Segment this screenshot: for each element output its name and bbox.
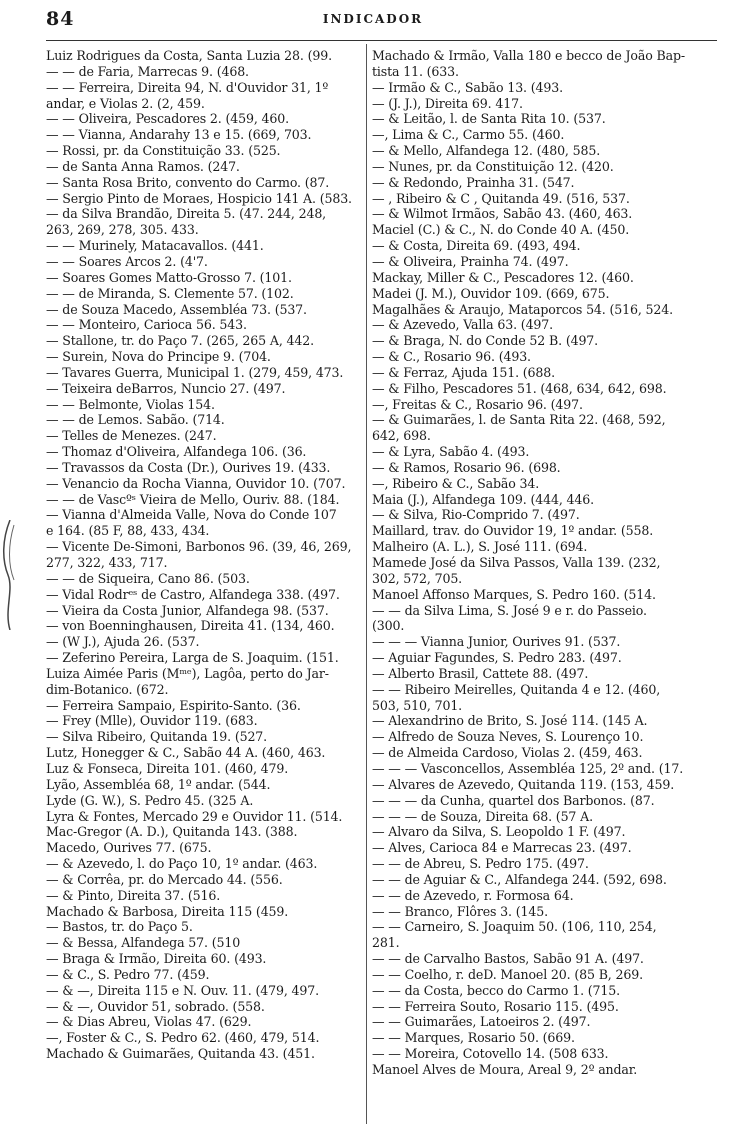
directory-entry: Maciel (C.) & C., N. do Conde 40 A. (450. [372, 222, 630, 238]
directory-entry: — Zeferino Pereira, Larga de S. Joaquim. (151. [46, 650, 339, 666]
directory-entry: — — Marques, Rosario 50. (669. [372, 1030, 575, 1046]
directory-entry: e 164. (85 F, 88, 433, 434. [46, 523, 210, 539]
directory-entry: — Thomaz d'Oliveira, Alfandega 106. (36. [46, 444, 307, 460]
directory-entry: — Stallone, tr. do Paço 7. (265, 265 A, 442. [46, 333, 314, 349]
directory-entry: Maia (J.), Alfandega 109. (444, 446. [372, 491, 594, 507]
directory-entry: — Teixeira deBarros, Nuncio 27. (497. [46, 380, 286, 396]
directory-entry: Luz & Fonseca, Direita 101. (460, 479. [46, 760, 289, 776]
directory-entry: Madei (J. M.), Ouvidor 109. (669, 675. [372, 285, 610, 301]
directory-entry: — & Dias Abreu, Violas 47. (629. [46, 1014, 252, 1030]
directory-entry: — Santa Rosa Brito, convento do Carmo. (87. [46, 174, 330, 190]
directory-entry: 302, 572, 705. [372, 570, 463, 586]
directory-entry: Mamede José da Silva Passos, Valla 139. (232, [372, 555, 661, 570]
directory-entry: Lyra & Fontes, Mercado 29 e Ouvidor 11. (514. [46, 808, 343, 824]
directory-entry: — Aguiar Fagundes, S. Pedro 283. (497. [372, 650, 622, 666]
directory-entry: — & Pinto, Direita 37. (516. [46, 887, 221, 903]
directory-entry: (300. [372, 618, 405, 634]
directory-entry: Lutz, Honegger & C., Sabão 44 A. (460, 463. [46, 745, 326, 761]
directory-entry: 277, 322, 433, 717. [46, 555, 168, 570]
column-divider [366, 44, 367, 1124]
directory-entry: Maillard, trav. do Ouvidor 19, 1º andar. (558. [372, 523, 654, 539]
directory-entry: — Alfredo de Souza Neves, S. Lourenço 10. [372, 729, 644, 745]
directory-entry: — — Moreira, Cotovello 14. (508 633. [372, 1046, 609, 1062]
directory-entry: — & Oliveira, Prainha 74. (497. [372, 253, 569, 269]
directory-entry: — & Wilmot Irmãos, Sabão 43. (460, 463. [372, 206, 633, 222]
directory-entry: — Rossi, pr. da Constituição 33. (525. [46, 143, 281, 159]
directory-entry: — & Corrêa, pr. do Mercado 44. (556. [46, 871, 283, 887]
directory-entry: — Silva Ribeiro, Quitanda 19. (527. [46, 729, 268, 745]
directory-entry: 281. [372, 935, 400, 951]
directory-entry: — & Costa, Direita 69. (493, 494. [372, 238, 581, 254]
directory-entry: dim-Botanico. (672. [46, 681, 169, 697]
directory-entry: — — Ferreira Souto, Rosario 115. (495. [372, 998, 619, 1014]
directory-entry: — & C., S. Pedro 77. (459. [46, 966, 210, 982]
directory-entry: — — Belmonte, Violas 154. [46, 396, 215, 412]
left-column [46, 48, 362, 1062]
directory-entry: — & Mello, Alfandega 12. (480, 585. [372, 143, 601, 159]
directory-entry: — — Guimarães, Latoeiros 2. (497. [372, 1014, 591, 1030]
directory-entry: 642, 698. [372, 428, 431, 444]
directory-entry: — (J. J.), Direita 69. 417. [372, 95, 523, 111]
directory-entry: — & Ramos, Rosario 96. (698. [372, 459, 561, 475]
directory-entry: Mackay, Miller & C., Pescadores 12. (460. [372, 269, 634, 285]
directory-entry: — — Ferreira, Direita 94, N. d'Ouvidor 31, 1º [46, 79, 329, 95]
directory-entry: — — Murinely, Matacavallos. (441. [46, 238, 264, 254]
directory-entry: — — de Lemos. Sabão. (714. [46, 412, 225, 428]
directory-entry: — & Filho, Pescadores 51. (468, 634, 642, 698. [372, 380, 667, 396]
directory-entry: tista 11. (633. [372, 63, 459, 79]
directory-entry: — Frey (Mlle), Ouvidor 119. (683. [46, 713, 258, 729]
directory-entry: — Surein, Nova do Principe 9. (704. [46, 349, 271, 365]
directory-entry: — — Branco, Flôres 3. (145. [372, 903, 548, 919]
directory-entry: — — Coelho, r. deD. Manoel 20. (85 B, 269. [372, 966, 643, 982]
directory-entry: Lyde (G. W.), S. Pedro 45. (325 A. [46, 792, 254, 808]
directory-entry: — — de Carvalho Bastos, Sabão 91 A. (497. [372, 951, 644, 967]
directory-entry: — — de Miranda, S. Clemente 57. (102. [46, 285, 294, 301]
directory-entry: — Vidal Rodrᵉˢ de Castro, Alfandega 338. (497. [46, 586, 340, 602]
directory-entry: — Venancio da Rocha Vianna, Ouvidor 10. (707. [46, 475, 346, 491]
directory-entry: — & Braga, N. do Conde 52 B. (497. [372, 333, 599, 349]
directory-entry: Magalhães & Araujo, Mataporcos 54. (516, 524. [372, 301, 673, 317]
directory-entry: — & Silva, Rio-Comprido 7. (497. [372, 507, 580, 523]
directory-entry: Manoel Affonso Marques, S. Pedro 160. (514. [372, 586, 656, 602]
directory-entry: — & Bessa, Alfandega 57. (510 [46, 935, 241, 951]
directory-entry: — — Ribeiro Meirelles, Quitanda 4 e 12. (460, [372, 681, 661, 697]
directory-entry: — de Santa Anna Ramos. (247. [46, 158, 240, 174]
directory-entry: — — Oliveira, Pescadores 2. (459, 460. [46, 111, 289, 127]
directory-entry: — & —, Direita 115 e N. Ouv. 11. (479, 497. [46, 982, 319, 998]
binding-shadow [0, 520, 20, 630]
directory-entry: — — de Faria, Marrecas 9. (468. [46, 63, 249, 79]
directory-entry: Lyão, Assembléa 68, 1º andar. (544. [46, 776, 271, 792]
directory-entry: — — de Siqueira, Cano 86. (503. [46, 570, 250, 586]
directory-entry: — — — da Cunha, quartel dos Barbonos. (87. [372, 792, 655, 808]
directory-entry: — & Redondo, Prainha 31. (547. [372, 174, 575, 190]
directory-entry: — Sergio Pinto de Moraes, Hospicio 141 A. (583. [46, 190, 352, 206]
directory-entry: —, Lima & C., Carmo 55. (460. [372, 127, 565, 143]
directory-entry: — & Lyra, Sabão 4. (493. [372, 444, 530, 460]
directory-entry: — Alvares de Azevedo, Quitanda 119. (153, 459. [372, 776, 675, 792]
directory-entry: — Alvaro da Silva, S. Leopoldo 1 F. (497. [372, 824, 626, 840]
directory-entry: — Telles de Menezes. (247. [46, 428, 217, 444]
directory-entry: 263, 269, 278, 305. 433. [46, 222, 199, 238]
right-column [372, 48, 692, 1078]
directory-entry: — — da Silva Lima, S. José 9 e r. do Passeio. [372, 602, 647, 618]
directory-entry: — von Boenninghausen, Direita 41. (134, 460. [46, 618, 335, 634]
directory-entry: — — da Costa, becco do Carmo 1. (715. [372, 982, 620, 998]
directory-entry: — & Leitão, l. de Santa Rita 10. (537. [372, 111, 606, 127]
directory-entry: 503, 510, 701. [372, 697, 463, 713]
directory-entry: — — de Azevedo, r. Formosa 64. [372, 887, 574, 903]
directory-entry: Machado & Irmão, Valla 180 e becco de João Bap- [372, 48, 685, 63]
directory-entry: Luiza Aimée Paris (Mᵐᵉ), Lagôa, perto do Jar- [46, 665, 329, 681]
directory-entry: — & C., Rosario 96. (493. [372, 349, 531, 365]
directory-entry: — Ferreira Sampaio, Espirito-Santo. (36. [46, 697, 301, 713]
directory-entry: —, Ribeiro & C., Sabão 34. [372, 475, 540, 491]
directory-entry: — Irmão & C., Sabão 13. (493. [372, 79, 563, 95]
directory-entry: — Braga & Irmão, Direita 60. (493. [46, 951, 267, 967]
directory-entry: — Nunes, pr. da Constituição 12. (420. [372, 158, 614, 174]
directory-entry: — de Souza Macedo, Assembléa 73. (537. [46, 301, 307, 317]
directory-entry: — & —, Ouvidor 51, sobrado. (558. [46, 998, 265, 1014]
directory-entry: — — — Vasconcellos, Assembléa 125, 2º and. (17. [372, 760, 684, 776]
directory-entry: — Vianna d'Almeida Valle, Nova do Conde 107 [46, 507, 337, 523]
directory-entry: — Bastos, tr. do Paço 5. [46, 919, 193, 935]
directory-entry: — & Azevedo, l. do Paço 10, 1º andar. (463. [46, 856, 318, 872]
page-number: 84 [46, 8, 75, 30]
directory-entry: — — — Vianna Junior, Ourives 91. (537. [372, 634, 621, 650]
directory-entry: — — Vianna, Andarahy 13 e 15. (669, 703. [46, 127, 312, 143]
directory-entry: — — Soares Arcos 2. (4'7. [46, 253, 208, 269]
directory-entry: — da Silva Brandão, Direita 5. (47. 244, 248, [46, 206, 327, 222]
directory-entry: — Vieira da Costa Junior, Alfandega 98. (537. [46, 602, 329, 618]
directory-entry: — Alves, Carioca 84 e Marrecas 23. (497. [372, 840, 632, 856]
directory-entry: Macedo, Ourives 77. (675. [46, 840, 212, 856]
directory-entry: Manoel Alves de Moura, Areal 9, 2º andar. [372, 1062, 638, 1077]
directory-entry: — Alexandrino de Brito, S. José 114. (145 A. [372, 713, 648, 729]
directory-entry: —, Foster & C., S. Pedro 62. (460, 479, 514. [46, 1030, 320, 1046]
binding-shadow-graphic [0, 520, 20, 630]
directory-entry: andar, e Violas 2. (2, 459. [46, 95, 205, 111]
directory-entry: — Alberto Brasil, Cattete 88. (497. [372, 665, 589, 681]
directory-entry: Machado & Barbosa, Direita 115 (459. [46, 903, 289, 919]
directory-entry: Mac-Gregor (A. D.), Quitanda 143. (388. [46, 824, 298, 840]
directory-entry: — — de Abreu, S. Pedro 175. (497. [372, 856, 589, 872]
directory-entry: — Travassos da Costa (Dr.), Ourives 19. (433. [46, 459, 331, 475]
directory-entry: — — — de Souza, Direita 68. (57 A. [372, 808, 593, 824]
directory-entry: — — Carneiro, S. Joaquim 50. (106, 110, 254, [372, 919, 657, 935]
directory-entry: — & Azevedo, Valla 63. (497. [372, 317, 554, 333]
directory-entry: — — de Vascºˢ Vieira de Mello, Ouriv. 88. (184. [46, 491, 340, 507]
header-rule [46, 40, 717, 41]
directory-entry: Machado & Guimarães, Quitanda 43. (451. [46, 1046, 315, 1062]
running-title: INDICADOR [322, 12, 424, 26]
directory-entry: — de Almeida Cardoso, Violas 2. (459, 463. [372, 745, 643, 761]
directory-entry: Luiz Rodrigues da Costa, Santa Luzia 28. (99. [46, 48, 332, 63]
directory-entry: — — de Aguiar & C., Alfandega 244. (592, 698. [372, 871, 667, 887]
directory-entry: — Soares Gomes Matto-Grosso 7. (101. [46, 269, 292, 285]
directory-entry: — Vicente De-Simoni, Barbonos 96. (39, 46, 269, [46, 539, 352, 555]
page-header [28, 6, 718, 32]
directory-entry: —, Freitas & C., Rosario 96. (497. [372, 396, 583, 412]
directory-entry: — & Guimarães, l. de Santa Rita 22. (468, 592, [372, 412, 666, 428]
directory-entry: — — Monteiro, Carioca 56. 543. [46, 317, 247, 333]
directory-entry: — (W J.), Ajuda 26. (537. [46, 634, 200, 650]
directory-entry: — & Ferraz, Ajuda 151. (688. [372, 364, 555, 380]
directory-entry: — Tavares Guerra, Municipal 1. (279, 459, 473. [46, 364, 344, 380]
directory-entry: — , Ribeiro & C , Quitanda 49. (516, 537. [372, 190, 630, 206]
directory-entry: Malheiro (A. L.), S. José 111. (694. [372, 539, 588, 555]
